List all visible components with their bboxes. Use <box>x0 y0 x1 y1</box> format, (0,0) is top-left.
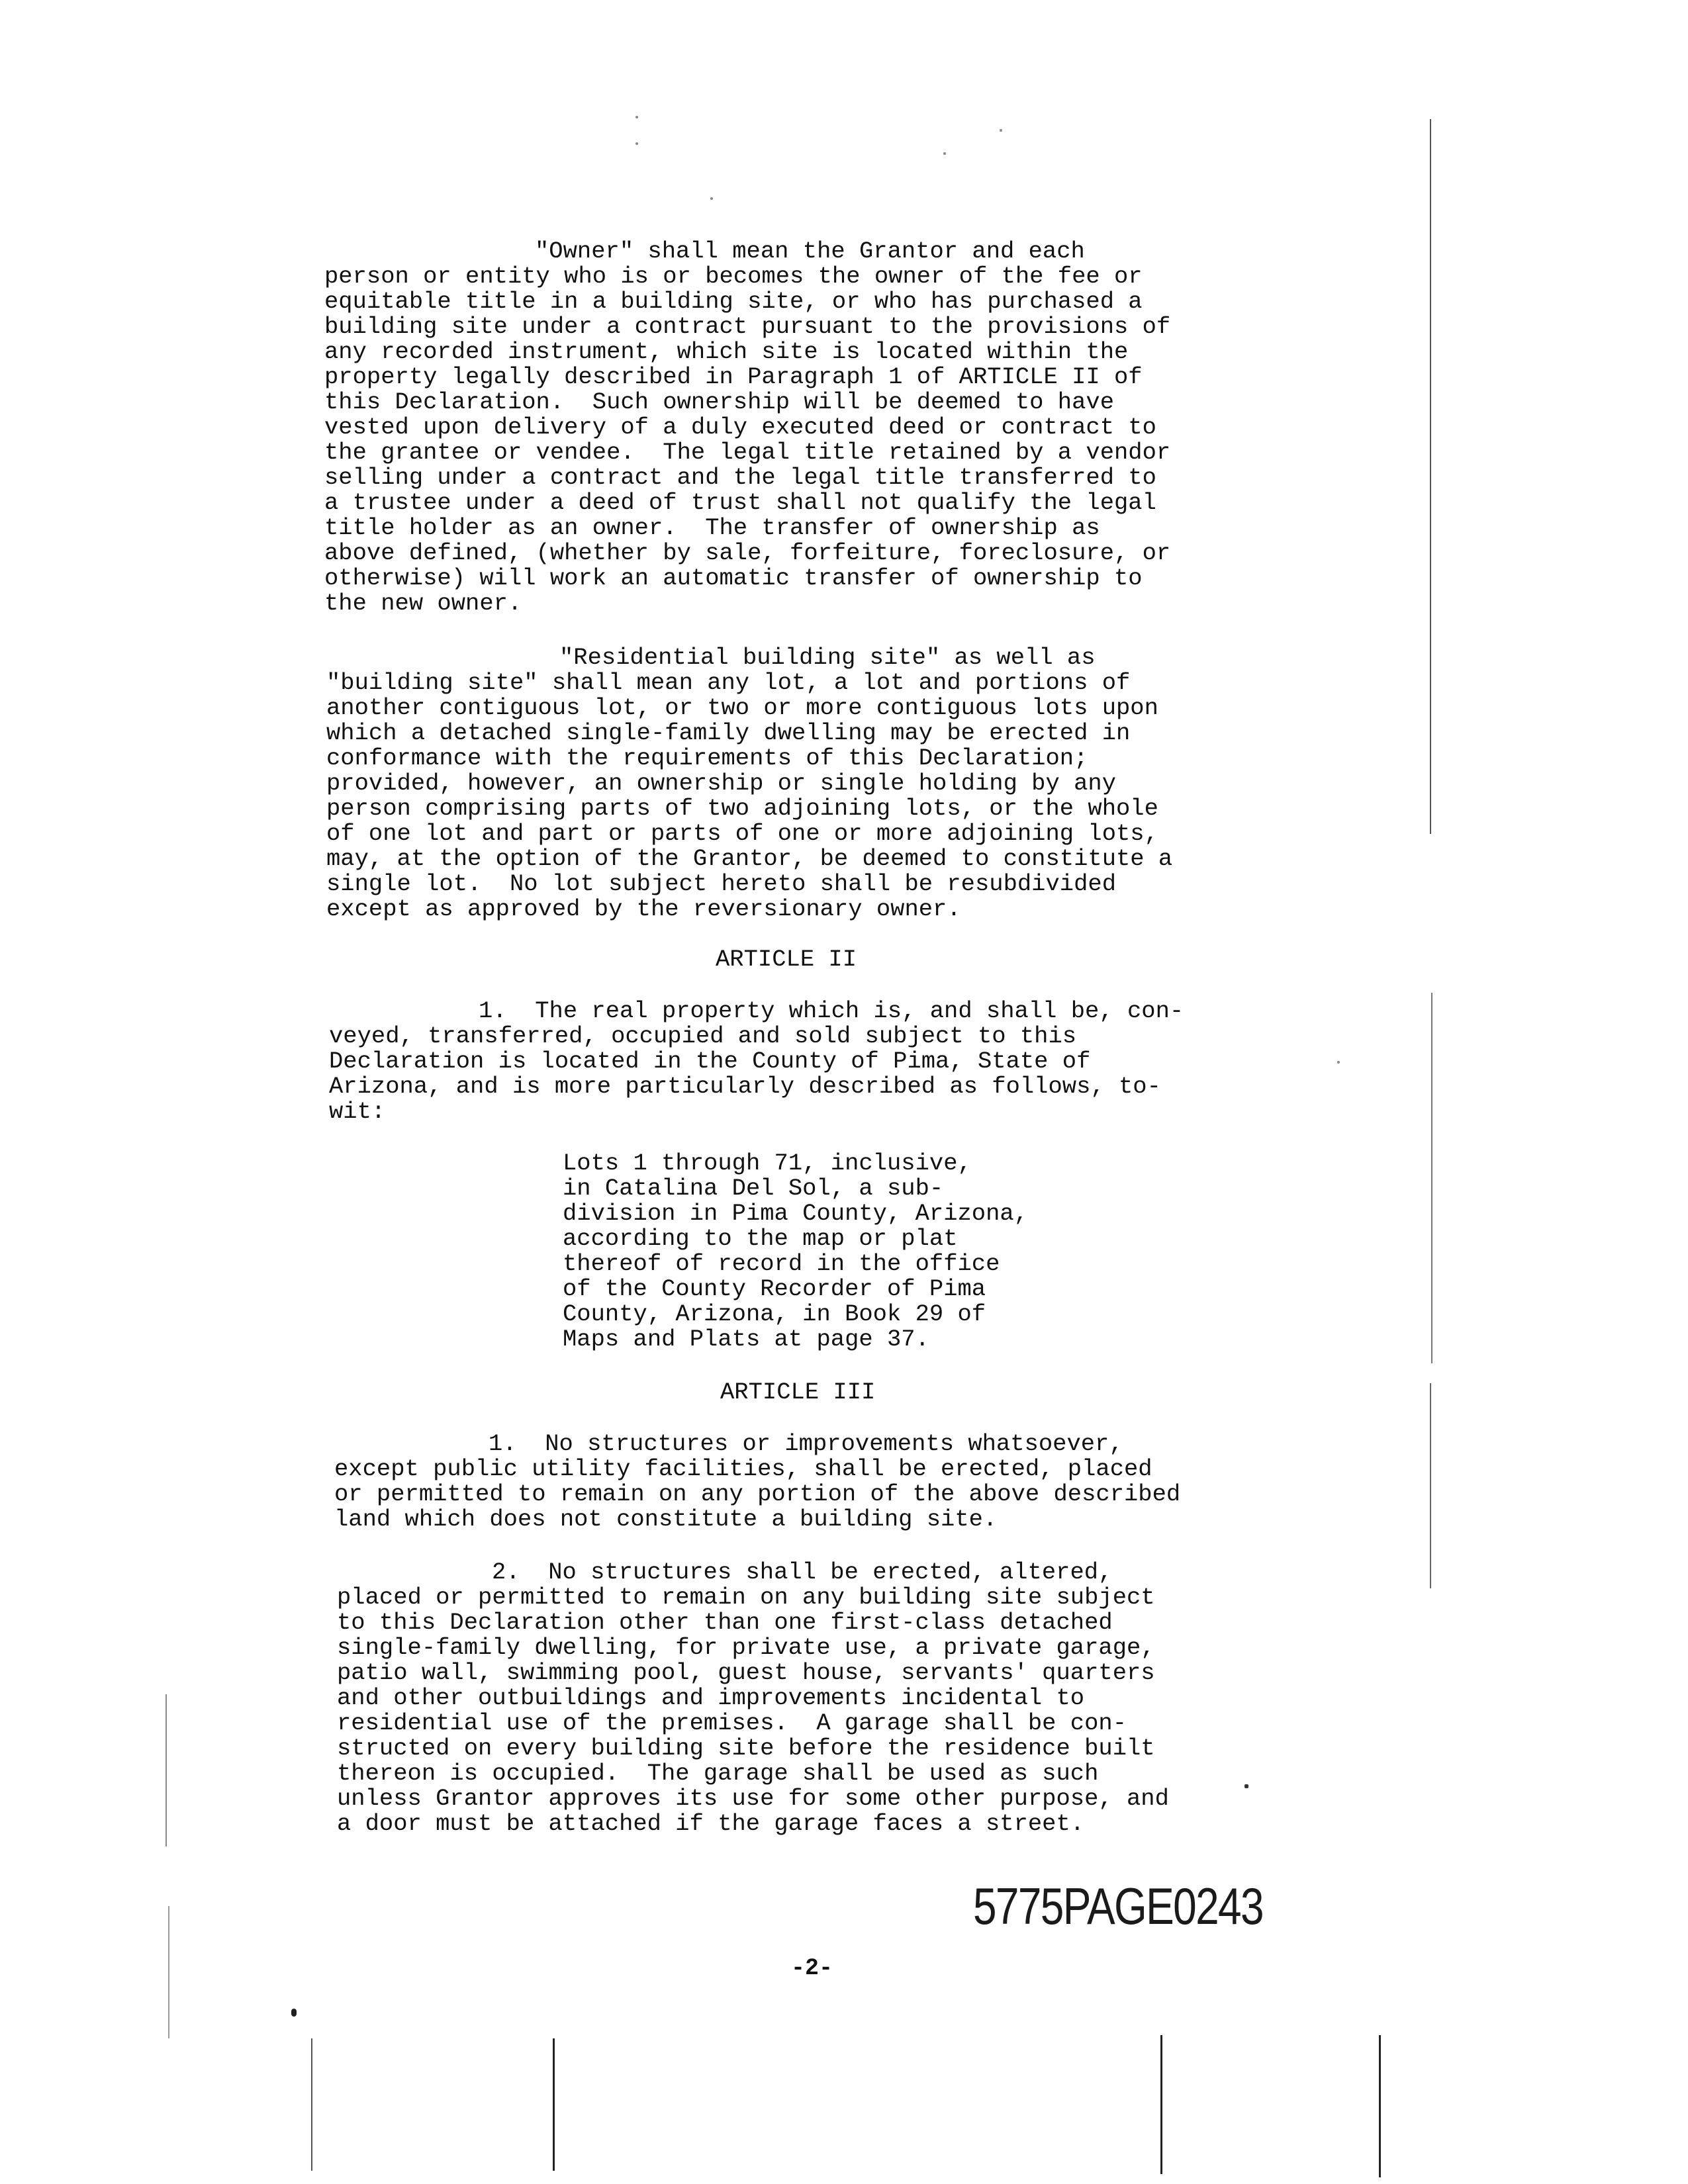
article-iii-heading: ARTICLE III <box>720 1379 876 1406</box>
scan-speck <box>710 197 713 200</box>
a3p1-line-3: or permitted to remain on any portion of the above described <box>334 1480 1181 1508</box>
a3p2-line-4: single-family dwelling, for private use, a private garage, <box>337 1634 1155 1661</box>
scan-speck <box>943 152 946 155</box>
site-line-10: single lot. No lot subject hereto shall be resubdivided <box>326 870 1116 897</box>
scan-speck <box>1244 1784 1248 1788</box>
a3p1-line-4: land which does not constitute a building site. <box>334 1506 998 1533</box>
scan-speck <box>1337 1061 1340 1064</box>
site-line-8: of one lot and part or parts of one or more adjoining lots, <box>326 820 1158 847</box>
owner-line-1: "Owner" shall mean the Grantor and each <box>535 238 1085 265</box>
owner-line-15: the new owner. <box>324 590 522 617</box>
site-line-1: "Residential building site" as well as <box>559 644 1096 671</box>
a3p2-line-3: to this Declaration other than one first-class detached <box>337 1609 1113 1636</box>
site-line-2: "building site" shall mean any lot, a lot and portions of <box>326 669 1131 696</box>
a3p2-line-9: thereon is occupied. The garage shall be used as such <box>337 1760 1099 1787</box>
site-line-5: conformance with the requirements of this Declaration; <box>326 745 1088 772</box>
left-margin-rule <box>165 1694 167 1846</box>
a2p1-line-5: wit: <box>329 1098 386 1125</box>
owner-line-3: equitable title in a building site, or who has purchased a <box>324 288 1143 315</box>
recording-stamp: 5775PAGE0243 <box>973 1877 1263 1935</box>
site-line-7: person comprising parts of two adjoining lots, or the whole <box>326 795 1158 822</box>
bottom-rule-3 <box>1160 2035 1162 2174</box>
owner-line-4: building site under a contract pursuant to the provisions of <box>324 313 1171 340</box>
owner-line-5: any recorded instrument, which site is located within the <box>324 338 1129 365</box>
owner-line-2: person or entity who is or becomes the owner of the fee or <box>324 263 1143 290</box>
a2p1-line-1: 1. The real property which is, and shall be, con- <box>479 997 1184 1024</box>
site-line-3: another contiguous lot, or two or more contiguous lots upon <box>326 694 1158 721</box>
a2p1-line-3: Declaration is located in the County of Pima, State of <box>329 1048 1091 1075</box>
legal-line-4: according to the map or plat <box>563 1225 958 1252</box>
article-ii-heading: ARTICLE II <box>716 946 857 973</box>
bottom-rule-4 <box>1379 2035 1381 2177</box>
a3p2-line-7: residential use of the premises. A garage shall be con- <box>337 1709 1127 1737</box>
right-margin-rule-low <box>1430 1383 1431 1588</box>
owner-line-8: vested upon delivery of a duly executed deed or contract to <box>324 414 1156 441</box>
a3p2-line-2: placed or permitted to remain on any building site subject <box>337 1584 1155 1611</box>
owner-line-10: selling under a contract and the legal title transferred to <box>324 464 1156 491</box>
a2p1-line-4: Arizona, and is more particularly described as follows, to- <box>329 1073 1161 1100</box>
owner-line-6: property legally described in Paragraph 1 of ARTICLE II of <box>324 363 1143 390</box>
site-line-6: provided, however, an ownership or single holding by any <box>326 770 1116 797</box>
scan-speck <box>635 142 638 145</box>
legal-line-8: Maps and Plats at page 37. <box>563 1326 929 1353</box>
scan-speck <box>635 116 638 118</box>
owner-line-12: title holder as an owner. The transfer of ownership as <box>324 514 1100 541</box>
scan-speck <box>1000 129 1002 132</box>
owner-line-7: this Declaration. Such ownership will be deemed to have <box>324 388 1114 416</box>
legal-line-3: division in Pima County, Arizona, <box>563 1200 1029 1227</box>
a3p2-line-5: patio wall, swimming pool, guest house, servants' quarters <box>337 1659 1155 1686</box>
a3p1-line-2: except public utility facilities, shall be erected, placed <box>334 1455 1152 1482</box>
owner-line-9: the grantee or vendee. The legal title retained by a vendor <box>324 439 1171 466</box>
a3p2-line-1: 2. No structures shall be erected, altered, <box>492 1559 1113 1586</box>
a3p2-line-6: and other outbuildings and improvements incidental to <box>337 1684 1085 1711</box>
page-number: -2- <box>791 1955 833 1981</box>
right-margin-rule-mid <box>1431 993 1432 1363</box>
left-margin-rule-low <box>168 1906 169 2038</box>
owner-line-13: above defined, (whether by sale, forfeiture, foreclosure, or <box>324 539 1171 567</box>
scan-speck <box>291 2009 297 2017</box>
a3p2-line-10: unless Grantor approves its use for some other purpose, and <box>337 1785 1169 1812</box>
a2p1-line-2: veyed, transferred, occupied and sold subject to this <box>329 1023 1077 1050</box>
legal-line-7: County, Arizona, in Book 29 of <box>563 1300 986 1328</box>
a3p2-line-11: a door must be attached if the garage faces a street. <box>337 1810 1085 1837</box>
legal-line-5: thereof of record in the office <box>563 1250 1000 1277</box>
a3p1-line-1: 1. No structures or improvements whatsoever, <box>489 1430 1123 1457</box>
bottom-rule-2 <box>553 2038 555 2171</box>
legal-line-2: in Catalina Del Sol, a sub- <box>563 1175 944 1202</box>
legal-line-6: of the County Recorder of Pima <box>563 1275 986 1302</box>
site-line-4: which a detached single-family dwelling may be erected in <box>326 719 1131 747</box>
bottom-rule-1 <box>311 2038 312 2171</box>
owner-line-14: otherwise) will work an automatic transfer of ownership to <box>324 565 1143 592</box>
right-margin-rule-top <box>1430 119 1431 834</box>
owner-line-11: a trustee under a deed of trust shall not qualify the legal <box>324 489 1156 516</box>
legal-line-1: Lots 1 through 71, inclusive, <box>563 1150 972 1177</box>
a3p2-line-8: structed on every building site before the residence built <box>337 1735 1155 1762</box>
site-line-11: except as approved by the reversionary owner. <box>326 895 961 923</box>
site-line-9: may, at the option of the Grantor, be deemed to constitute a <box>326 845 1173 872</box>
